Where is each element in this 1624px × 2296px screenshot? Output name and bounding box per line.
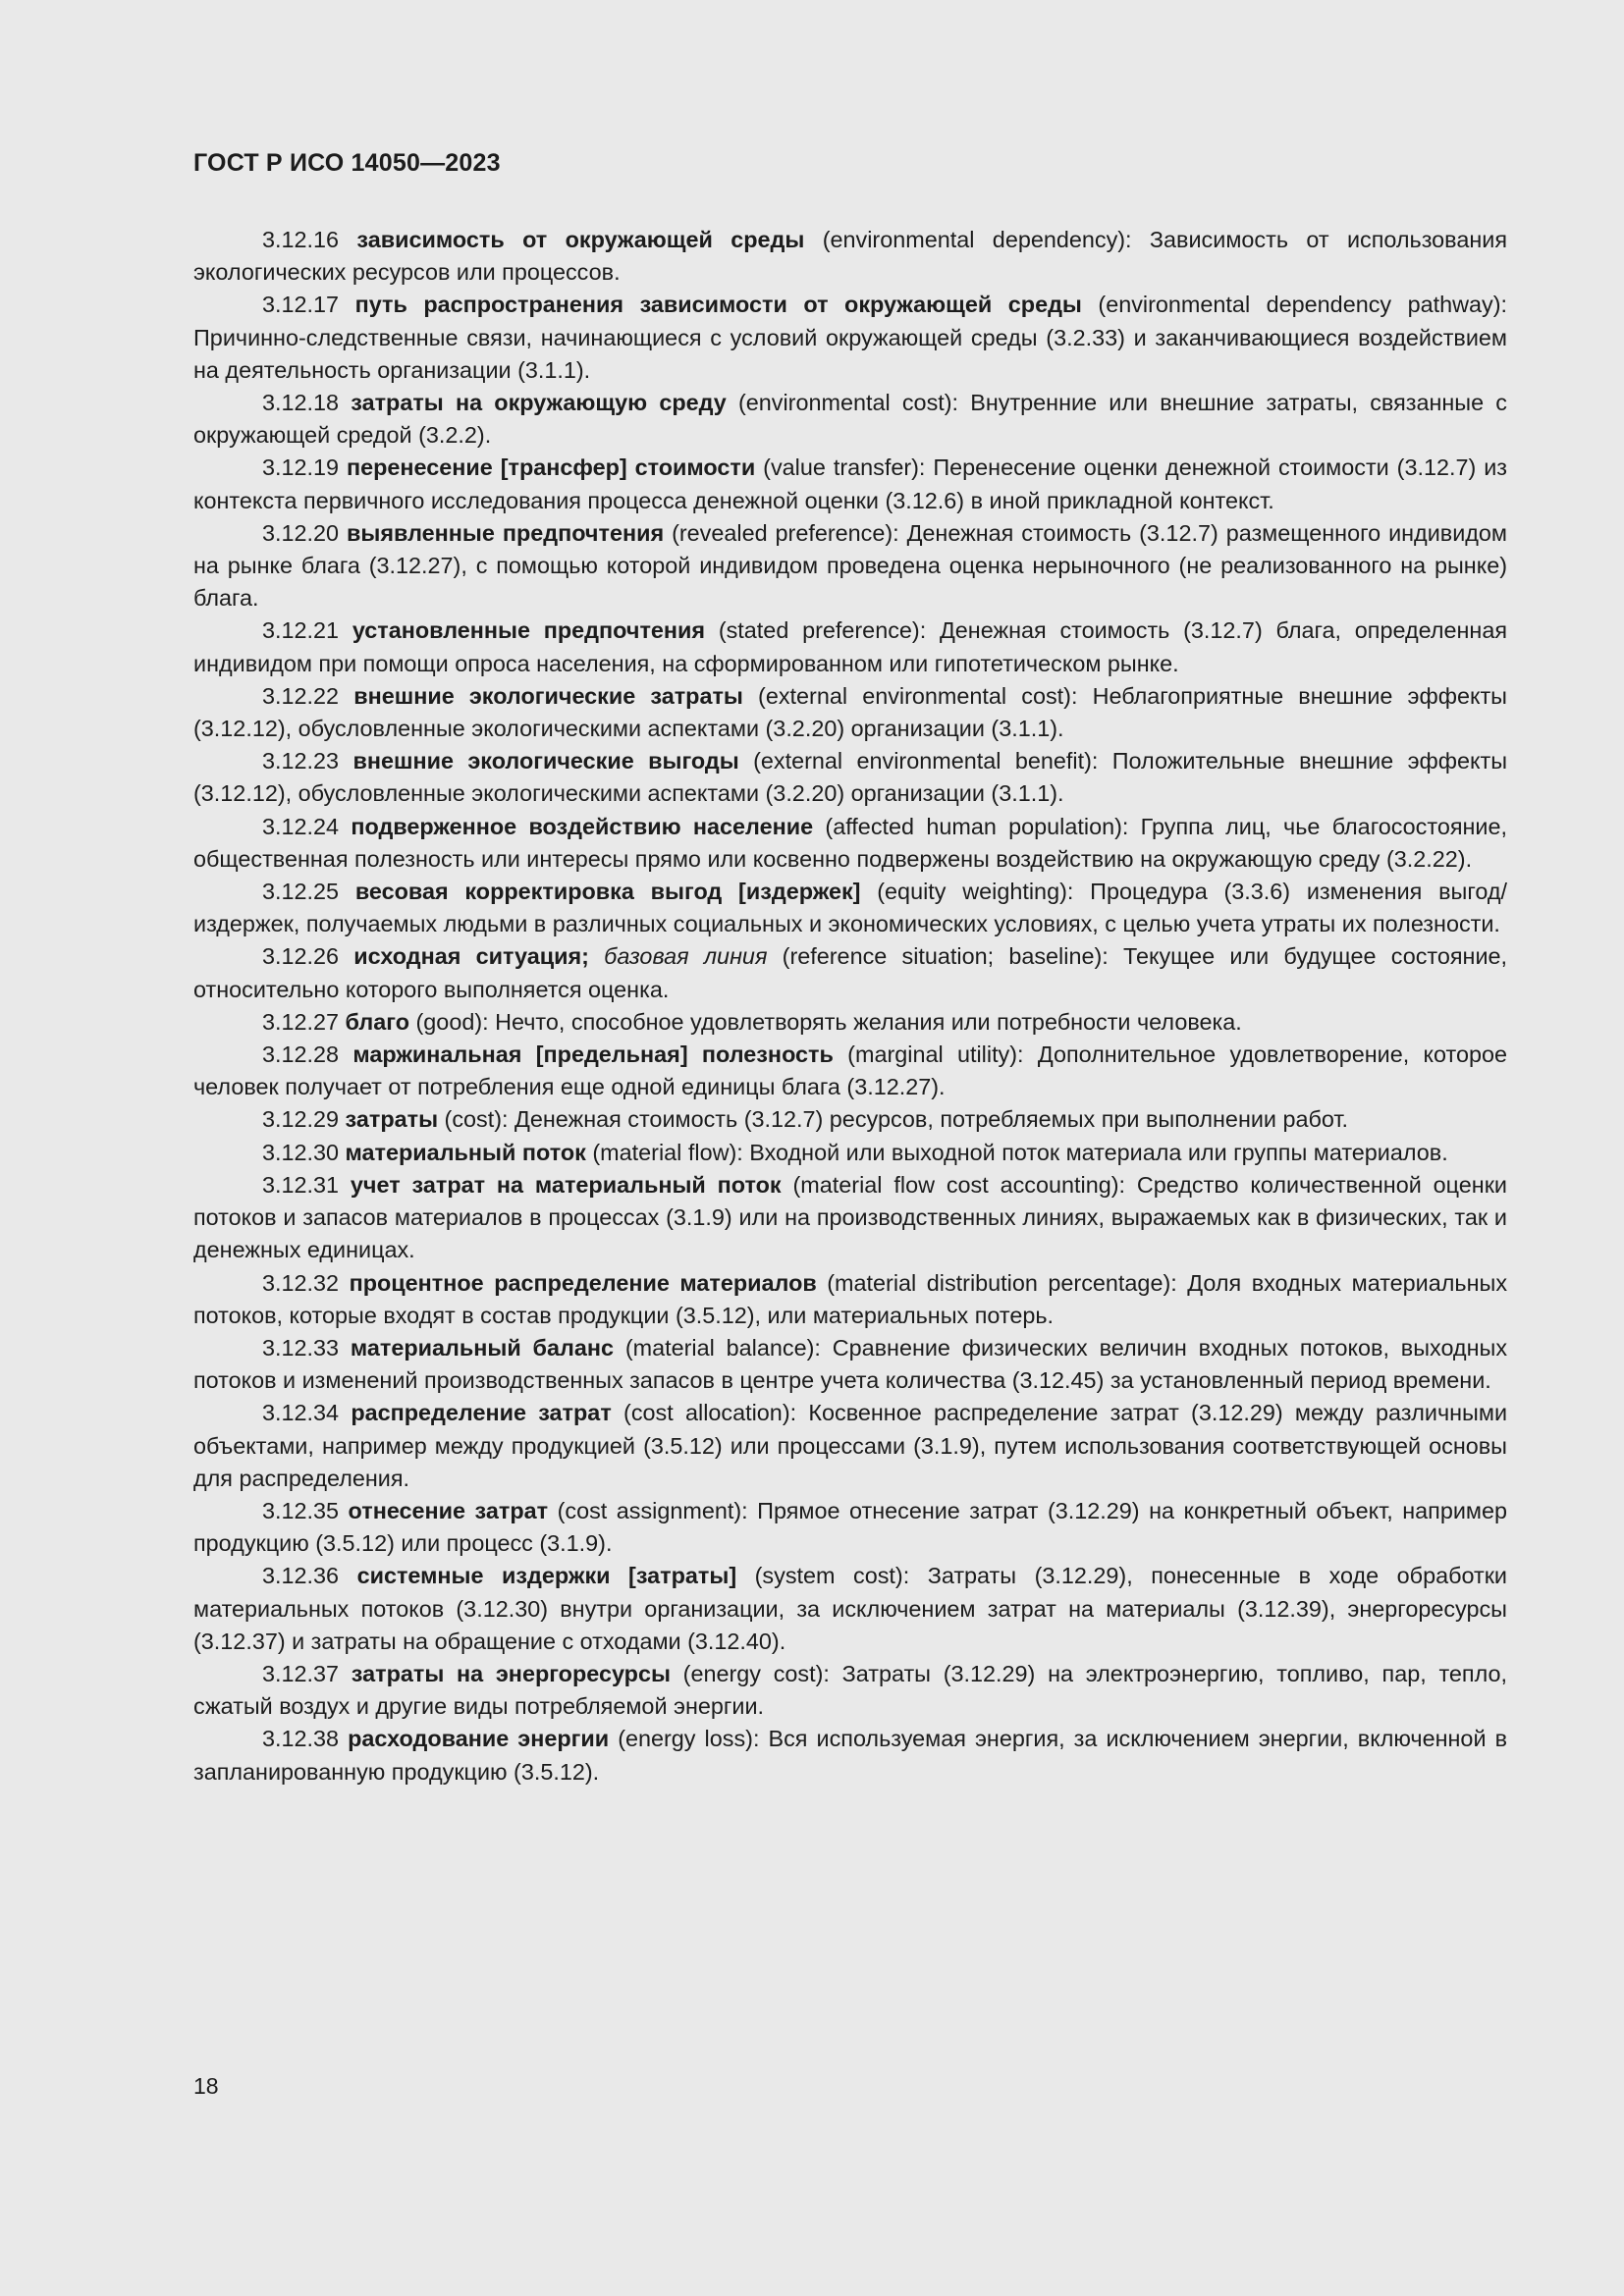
term-entry xyxy=(193,1006,1507,1039)
term-number: 3.12.28 xyxy=(262,1041,340,1068)
term-name: благо xyxy=(345,1008,410,1035)
term-name: материальный баланс xyxy=(350,1334,615,1361)
term-name: материальный поток xyxy=(345,1139,586,1165)
term-name: затраты на окружающую среду xyxy=(351,390,727,416)
term-entry xyxy=(193,289,1507,387)
term-entry xyxy=(193,517,1507,615)
term-number: 3.12.27 xyxy=(262,1008,340,1035)
term-number: 3.12.16 xyxy=(262,227,340,252)
term-entry xyxy=(193,1495,1507,1560)
term-definition: (value transfer): Перенесение оценки денежной стоимости (3.12.7) из контекста первичного исследования процесса денежной оценки (3.12.6) в иной прикладной контекст. xyxy=(193,454,1508,513)
term-name: внешние экологические затраты xyxy=(353,682,743,709)
term-number: 3.12.29 xyxy=(262,1106,340,1133)
term-name: маржинальная [предельная] полезность xyxy=(352,1041,834,1068)
term-name: зависимость от окружающей среды xyxy=(356,227,805,252)
term-number: 3.12.32 xyxy=(262,1269,340,1296)
term-alternative: базовая линия xyxy=(588,943,768,970)
term-entry xyxy=(193,876,1507,940)
term-definition: (stated preference): Денежная стоимость (3.12.7) блага, определенная индивидом при помощи опроса населения, на сформированном или гипотетическом рынке. xyxy=(193,617,1507,676)
term-entry xyxy=(193,1332,1507,1397)
term-definition: (marginal utility): Дополнительное удовлетворение, которое человек получает от потребления еще одной единицы блага (3.12.27). xyxy=(193,1041,1507,1100)
term-definition: (affected human population): Группа лиц, чье благосостояние, общественная полезность или интересы прямо или косвенно подвержены воздействию на окружающую среду (3.2.22). xyxy=(193,813,1507,872)
term-name: расходование энергии xyxy=(348,1726,610,1752)
term-definition: (material flow): Входной или выходной поток материала или группы материалов. xyxy=(585,1139,1448,1165)
term-number: 3.12.31 xyxy=(262,1171,340,1198)
term-definition: (system cost): Затраты (3.12.29), понесенные в ходе обработки материальных потоков (3.12.30) внутри организации, за исключением затрат на материалы (3.12.39), энергоресурсы (3.12.37) и затраты на обращение с отходами (3.12.40). xyxy=(193,1563,1507,1654)
term-name: внешние экологические выгоды xyxy=(352,748,739,774)
term-entry xyxy=(193,745,1507,810)
term-name: системные издержки [затраты] xyxy=(356,1563,737,1589)
term-name: процентное распределение материалов xyxy=(349,1269,817,1296)
term-number: 3.12.18 xyxy=(262,390,340,416)
term-number: 3.12.23 xyxy=(262,748,340,774)
term-definition: (material flow cost accounting): Средство количественной оценки потоков и запасов материалов в процессах (3.1.9) или на производственных линиях, выражаемых как в физических, так и денежных единицах. xyxy=(193,1171,1508,1263)
term-definition: (cost): Денежная стоимость (3.12.7) ресурсов, потребляемых при выполнении работ. xyxy=(438,1106,1349,1133)
term-definition: (energy loss): Вся используемая энергия, за исключением энергии, включенной в запланированную продукцию (3.5.12). xyxy=(193,1726,1507,1785)
term-number: 3.12.22 xyxy=(262,682,340,709)
term-entry xyxy=(193,387,1507,452)
term-entry xyxy=(193,1560,1507,1658)
term-entry xyxy=(193,224,1507,289)
term-entry xyxy=(193,1658,1507,1723)
term-name: подверженное воздействию население xyxy=(351,813,814,839)
term-entry xyxy=(193,1137,1507,1169)
term-entry xyxy=(193,1169,1507,1267)
term-name: установленные предпочтения xyxy=(352,617,706,644)
term-entry xyxy=(193,1103,1507,1136)
term-definition: (energy cost): Затраты (3.12.29) на электроэнергию, топливо, пар, тепло, сжатый воздух и другие виды потребляемой энергии. xyxy=(193,1660,1507,1720)
term-definition: (external environmental cost): Неблагоприятные внешние эффекты (3.12.12), обусловленные экологическими аспектами (3.2.20) организации (3.1.1). xyxy=(193,682,1507,742)
term-name: отнесение затрат xyxy=(348,1497,549,1523)
term-number: 3.12.25 xyxy=(262,879,340,905)
term-definition: (cost assignment): Прямое отнесение затрат (3.12.29) на конкретный объект, например продукцию (3.5.12) или процесс (3.1.9). xyxy=(193,1497,1508,1557)
term-definition: (reference situation; baseline): Текущее или будущее состояние, относительно которого выполняется оценка. xyxy=(193,943,1508,1002)
term-number: 3.12.17 xyxy=(262,292,340,318)
term-definition: (material distribution percentage): Доля входных материальных потоков, которые входят в состав продукции (3.5.12), или материальных потерь. xyxy=(193,1269,1508,1328)
term-name: затраты xyxy=(345,1106,439,1133)
term-number: 3.12.33 xyxy=(262,1334,340,1361)
term-name: распределение затрат xyxy=(351,1400,612,1426)
terms-list xyxy=(193,224,1507,1789)
term-name: учет затрат на материальный поток xyxy=(350,1171,782,1198)
term-name: весовая корректировка выгод [издержек] xyxy=(354,879,861,905)
term-definition: (external environmental benefit): Положительные внешние эффекты (3.12.12), обусловленные экологическими аспектами (3.2.20) организации (3.1.1). xyxy=(193,748,1508,807)
term-number: 3.12.26 xyxy=(262,943,340,970)
term-entry xyxy=(193,1039,1507,1103)
term-number: 3.12.21 xyxy=(262,617,340,644)
term-definition: (environmental dependency): Зависимость от использования экологических ресурсов или процессов. xyxy=(193,227,1507,286)
term-number: 3.12.24 xyxy=(262,813,340,839)
term-number: 3.12.34 xyxy=(262,1400,340,1426)
term-entry xyxy=(193,452,1507,516)
term-name: исходная ситуация; xyxy=(353,943,589,970)
term-definition: (revealed preference): Денежная стоимость (3.12.7) размещенного индивидом на рынке блага (3.12.27), с помощью которой индивидом проведена оценка нерыночного (не реализованного на рынке) блага. xyxy=(193,519,1507,612)
term-number: 3.12.20 xyxy=(262,519,340,546)
term-number: 3.12.36 xyxy=(262,1563,340,1589)
page-number: 18 xyxy=(193,2073,219,2099)
term-entry xyxy=(193,1723,1507,1788)
term-entry xyxy=(193,680,1507,745)
term-entry xyxy=(193,1397,1507,1495)
term-name: путь распространения зависимости от окружающей среды xyxy=(354,292,1082,318)
term-entry xyxy=(193,614,1507,679)
term-number: 3.12.37 xyxy=(262,1660,340,1686)
term-definition: (environmental cost): Внутренние или внешние затраты, связанные с окружающей средой (3.2.2). xyxy=(193,390,1508,449)
term-definition: (equity weighting): Процедура (3.3.6) изменения выгод/издержек, получаемых людьми в различных социальных и экономических условиях, с целью учета утраты их полезности. xyxy=(193,879,1507,937)
term-number: 3.12.38 xyxy=(262,1726,340,1752)
term-definition: (cost allocation): Косвенное распределение затрат (3.12.29) между различными объектами, например между продукцией (3.5.12) или процессами (3.1.9), путем использования соответствующей основы для распределения. xyxy=(193,1400,1508,1491)
term-number: 3.12.35 xyxy=(262,1497,340,1523)
term-number: 3.12.19 xyxy=(262,454,340,481)
term-definition: (good): Нечто, способное удовлетворять желания или потребности человека. xyxy=(409,1008,1242,1035)
term-entry xyxy=(193,811,1507,876)
term-name: выявленные предпочтения xyxy=(347,519,665,546)
term-entry xyxy=(193,1267,1507,1332)
term-definition: (material balance): Сравнение физических величин входных потоков, выходных потоков и изменений производственных запасов в центре учета количества (3.12.45) за установленный период времени. xyxy=(193,1334,1508,1394)
term-name: затраты на энергоресурсы xyxy=(351,1660,671,1686)
standard-header: ГОСТ Р ИСО 14050—2023 xyxy=(193,149,501,177)
term-name: перенесение [трансфер] стоимости xyxy=(347,454,756,481)
term-entry xyxy=(193,940,1507,1005)
term-number: 3.12.30 xyxy=(262,1139,340,1165)
term-definition: (environmental dependency pathway): Причинно-следственные связи, начинающиеся с условий окружающей среды (3.2.33) и заканчивающиеся воздействием на деятельность организации (3.1.1). xyxy=(193,292,1508,383)
